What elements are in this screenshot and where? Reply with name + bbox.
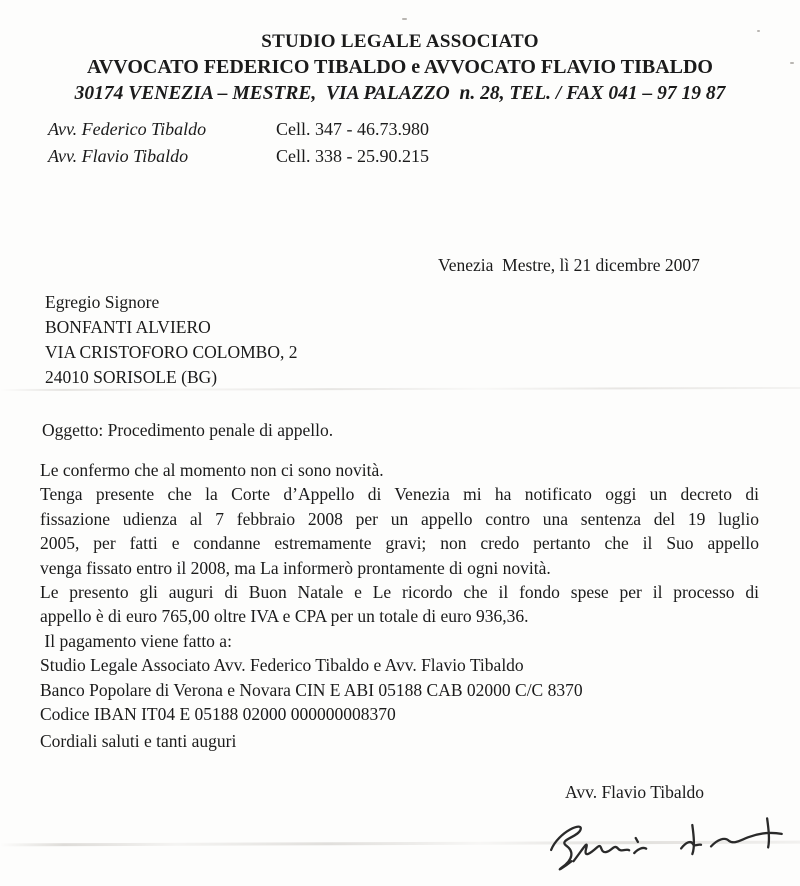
contact-name: Avv. Federico Tibaldo <box>48 119 207 139</box>
body-line: Il pagamento viene fatto a: <box>40 630 232 651</box>
body-line: appello è di euro 765,00 oltre IVA e CPA per un totale di euro 936,36. <box>40 606 529 627</box>
contact-name: Avv. Flavio Tibaldo <box>48 146 189 166</box>
firm-name: STUDIO LEGALE ASSOCIATO <box>261 31 539 52</box>
signature-scrawl <box>535 806 795 884</box>
body-line: Studio Legale Associato Avv. Federico Tibaldo e Avv. Flavio Tibaldo <box>40 655 524 676</box>
contact-list <box>48 116 429 170</box>
dateline: Venezia Mestre, lì 21 dicembre 2007 <box>438 255 700 275</box>
letter-body <box>40 458 759 726</box>
body-line: Codice IBAN IT04 E 05188 02000 000000008370 <box>40 704 396 725</box>
body-line: 2005, per fatti e condanne estremamente gravi; non credo pertanto che il Suo appello <box>40 533 759 554</box>
signer-name: Avv. Flavio Tibaldo <box>565 782 705 802</box>
body-line: venga fissato entro il 2008, ma La informerò prontamente di ogni novità. <box>40 557 551 578</box>
scan-speck <box>402 18 407 20</box>
subject-line: Oggetto: Procedimento penale di appello. <box>42 420 334 440</box>
body-line: Banco Popolare di Verona e Novara CIN E ABI 05188 CAB 02000 C/C 8370 <box>40 679 583 700</box>
recipient-street: VIA CRISTOFORO COLOMBO, 2 <box>45 342 298 362</box>
letterhead <box>0 30 800 107</box>
contact-phone: Cell. 347 - 46.73.980 <box>276 119 429 139</box>
firm-address: 30174 VENEZIA – MESTRE, VIA PALAZZO n. 28, TEL. / FAX 041 – 97 19 87 <box>74 83 726 104</box>
recipient-address <box>45 290 298 390</box>
contact-phone: Cell. 338 - 25.90.215 <box>276 146 429 166</box>
body-line: Le confermo che al momento non ci sono novità. <box>40 460 384 480</box>
recipient-name: BONFANTI ALVIERO <box>45 317 211 337</box>
recipient-city: 24010 SORISOLE (BG) <box>45 367 218 387</box>
body-line: Tenga presente che la Corte d’Appello di Venezia mi ha notificato oggi un decreto di <box>40 484 759 505</box>
body-line: fissazione udienza al 7 febbraio 2008 per un appello contro una sentenza del 19 luglio <box>40 508 759 529</box>
firm-lawyers: AVVOCATO FEDERICO TIBALDO e AVVOCATO FLAVIO TIBALDO <box>86 56 713 78</box>
body-line: Le presento gli auguri di Buon Natale e Le ricordo che il fondo spese per il processo di <box>40 582 759 603</box>
closing-salutation: Cordiali saluti e tanti auguri <box>40 731 237 751</box>
recipient-salutation: Egregio Signore <box>45 292 160 312</box>
